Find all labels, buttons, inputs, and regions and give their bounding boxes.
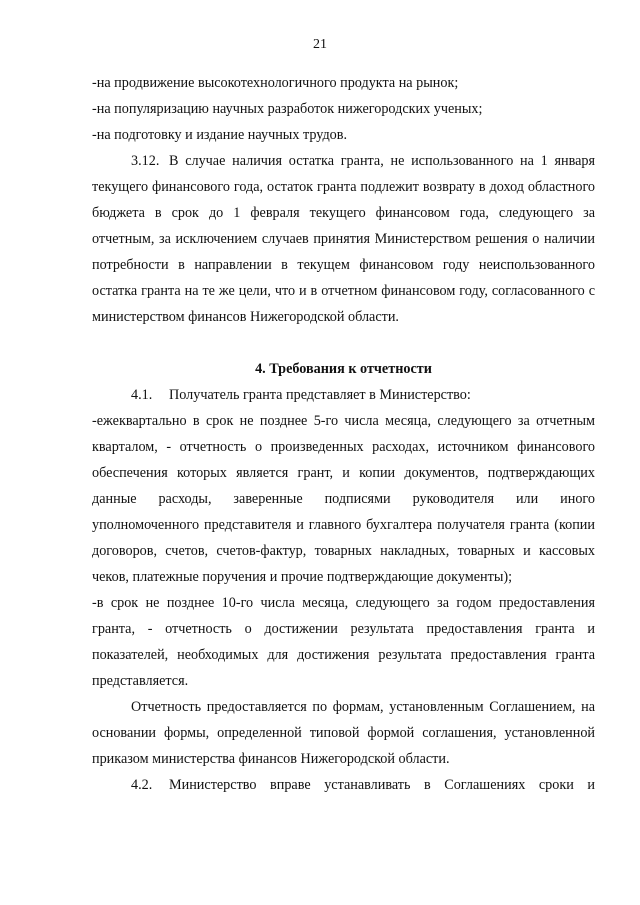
list-item-text: на популяризацию научных разработок нижегородских ученых; (96, 101, 483, 117)
document-body (92, 70, 595, 798)
list-item (92, 590, 595, 694)
list-dash: - (92, 595, 97, 611)
list-item-text: на продвижение высокотехнологичного продукта на рынок; (96, 75, 459, 91)
list-item (92, 70, 595, 96)
paragraph-forms: Отчетность предоставляется по формам, установленным Соглашением, на основании формы, определенной типовой формой соглашения, установленной приказом министерства финансов Нижегородской области. (92, 699, 595, 767)
page-number: 21 (313, 37, 327, 52)
paragraph-text: В случае наличия остатка гранта, не использованного на 1 января текущего финансового года, остаток гранта подлежит возврату в доход областного бюджета в срок до 1 февраля текущего финансовом года, следующего за отчетным, за исключением случаев принятия Министерством решения о наличии потребности в направлении в текущем финансовом году неиспользованного остатка гранта на те же цели, что и в отчетном финансовом году, согласованного с министерством финансов Нижегородской области. (92, 153, 595, 325)
paragraph-number: 4.2. (131, 777, 153, 793)
paragraph-text: Получатель гранта представляет в Министерство: (169, 387, 471, 403)
paragraph-3-12 (92, 148, 595, 330)
list-dash: - (92, 75, 97, 91)
paragraph-number: 3.12. (131, 153, 160, 169)
list-item-text: на подготовку и издание научных трудов. (96, 127, 348, 143)
paragraph-number: 4.1. (131, 387, 153, 403)
paragraph-4-1 (92, 382, 595, 408)
list-item (92, 122, 595, 148)
list-item (92, 408, 595, 590)
section-heading: 4. Требования к отчетности (255, 361, 432, 377)
list-dash: - (92, 413, 97, 429)
list-item (92, 96, 595, 122)
paragraph-4-2 (92, 772, 595, 798)
list-item-text: ежеквартально в срок не позднее 5-го числа месяца, следующего за отчетным кварталом, - отчетность о произведенных расходах, источником финансового обеспечения которых является грант, и копии документов, подтверждающих данные расходы, заверенные подписями руководителя или иного уполномоченного представителя и главного бухгалтера получателя гранта (копии договоров, счетов, счетов-фактур, товарных накладных, товарных и кассовых чеков, платежные поручения и прочие подтверждающие документы); (92, 413, 595, 585)
paragraph-text: Министерство вправе устанавливать в Соглашениях сроки и (169, 777, 595, 793)
list-item-text: в срок не позднее 10-го числа месяца, следующего за годом предоставления гранта, - отчетность о достижении результата предоставления гранта и показателей, необходимых для достижения результата предоставления гранта представляется. (92, 595, 595, 689)
list-dash: - (92, 101, 97, 117)
list-dash: - (92, 127, 97, 143)
